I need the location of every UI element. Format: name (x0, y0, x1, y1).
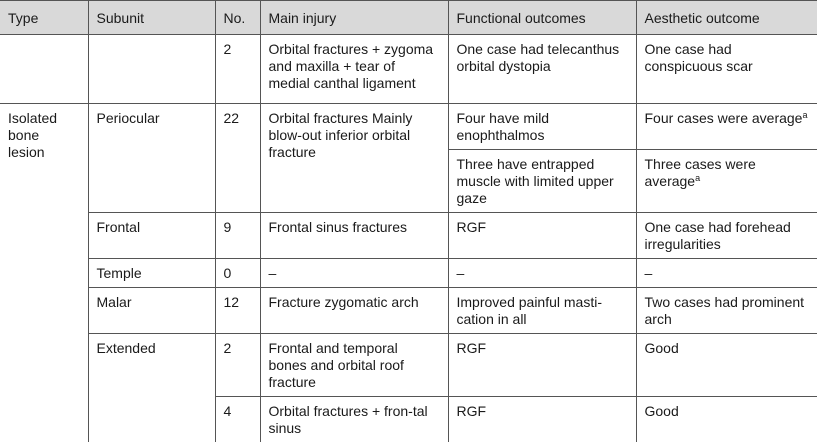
cell-subunit: Frontal (88, 213, 215, 259)
header-type: Type (0, 1, 88, 35)
table-row (0, 259, 817, 288)
cell-aesthetic: – (636, 259, 817, 288)
cell-type-text: Isolated bone lesion (8, 110, 57, 160)
cell-type (0, 35, 88, 104)
cell-main-injury: Fracture zygomatic arch (260, 288, 448, 334)
cell-functional: RGF (448, 334, 636, 397)
header-functional-outcomes: Functional outcomes (448, 1, 636, 35)
cell-main-injury: Orbital fractures + fron-tal sinus (260, 397, 448, 442)
aesthetic-text: Four cases were average (645, 110, 803, 126)
cell-no: 22 (215, 104, 260, 213)
cell-no: 2 (215, 334, 260, 397)
cell-subunit: Periocular (88, 104, 215, 213)
cell-subunit: Malar (88, 288, 215, 334)
cell-aesthetic: Good (636, 397, 817, 442)
cell-aesthetic: Good (636, 334, 817, 397)
table-row (0, 104, 817, 150)
cell-main-injury: Frontal sinus fractures (260, 213, 448, 259)
table-row (0, 35, 817, 104)
cell-functional: RGF (448, 213, 636, 259)
footnote-marker: a (695, 173, 700, 183)
table-row (0, 288, 817, 334)
cell-no: 12 (215, 288, 260, 334)
cell-aesthetic (636, 150, 817, 213)
cell-no: 9 (215, 213, 260, 259)
cell-functional: Three have entrapped muscle with limited upper gaze (448, 150, 636, 213)
cell-no: 0 (215, 259, 260, 288)
footnote-marker: a (802, 110, 807, 120)
cell-subunit: Extended (88, 334, 215, 442)
table-row (0, 213, 817, 259)
cell-functional: RGF (448, 397, 636, 442)
cell-functional: Four have mild enophthalmos (448, 104, 636, 150)
cell-aesthetic: One case had conspicuous scar (636, 35, 817, 104)
cell-main-injury: Orbital fractures Mainly blow-out inferior orbital fracture (260, 104, 448, 213)
header-aesthetic-outcome: Aesthetic outcome (636, 1, 817, 35)
header-main-injury: Main injury (260, 1, 448, 35)
cell-functional: Improved painful masti-cation in all (448, 288, 636, 334)
cell-subunit (88, 35, 215, 104)
aesthetic-text: Three cases were average (645, 156, 756, 189)
cell-functional: – (448, 259, 636, 288)
cell-type (0, 104, 88, 442)
header-row (0, 1, 817, 35)
cell-aesthetic: One case had forehead irregularities (636, 213, 817, 259)
header-subunit: Subunit (88, 1, 215, 35)
cell-aesthetic: Two cases had prominent arch (636, 288, 817, 334)
header-no: No. (215, 1, 260, 35)
cell-main-injury: Frontal and temporal bones and orbital roof fracture (260, 334, 448, 397)
cell-functional: One case had telecanthus orbital dystopia (448, 35, 636, 104)
cell-subunit: Temple (88, 259, 215, 288)
cell-main-injury: Orbital fractures + zygoma and maxilla + tear of medial canthal ligament (260, 35, 448, 104)
cell-main-injury: – (260, 259, 448, 288)
cell-aesthetic (636, 104, 817, 150)
cell-no: 2 (215, 35, 260, 104)
table-row (0, 334, 817, 397)
cell-no: 4 (215, 397, 260, 442)
